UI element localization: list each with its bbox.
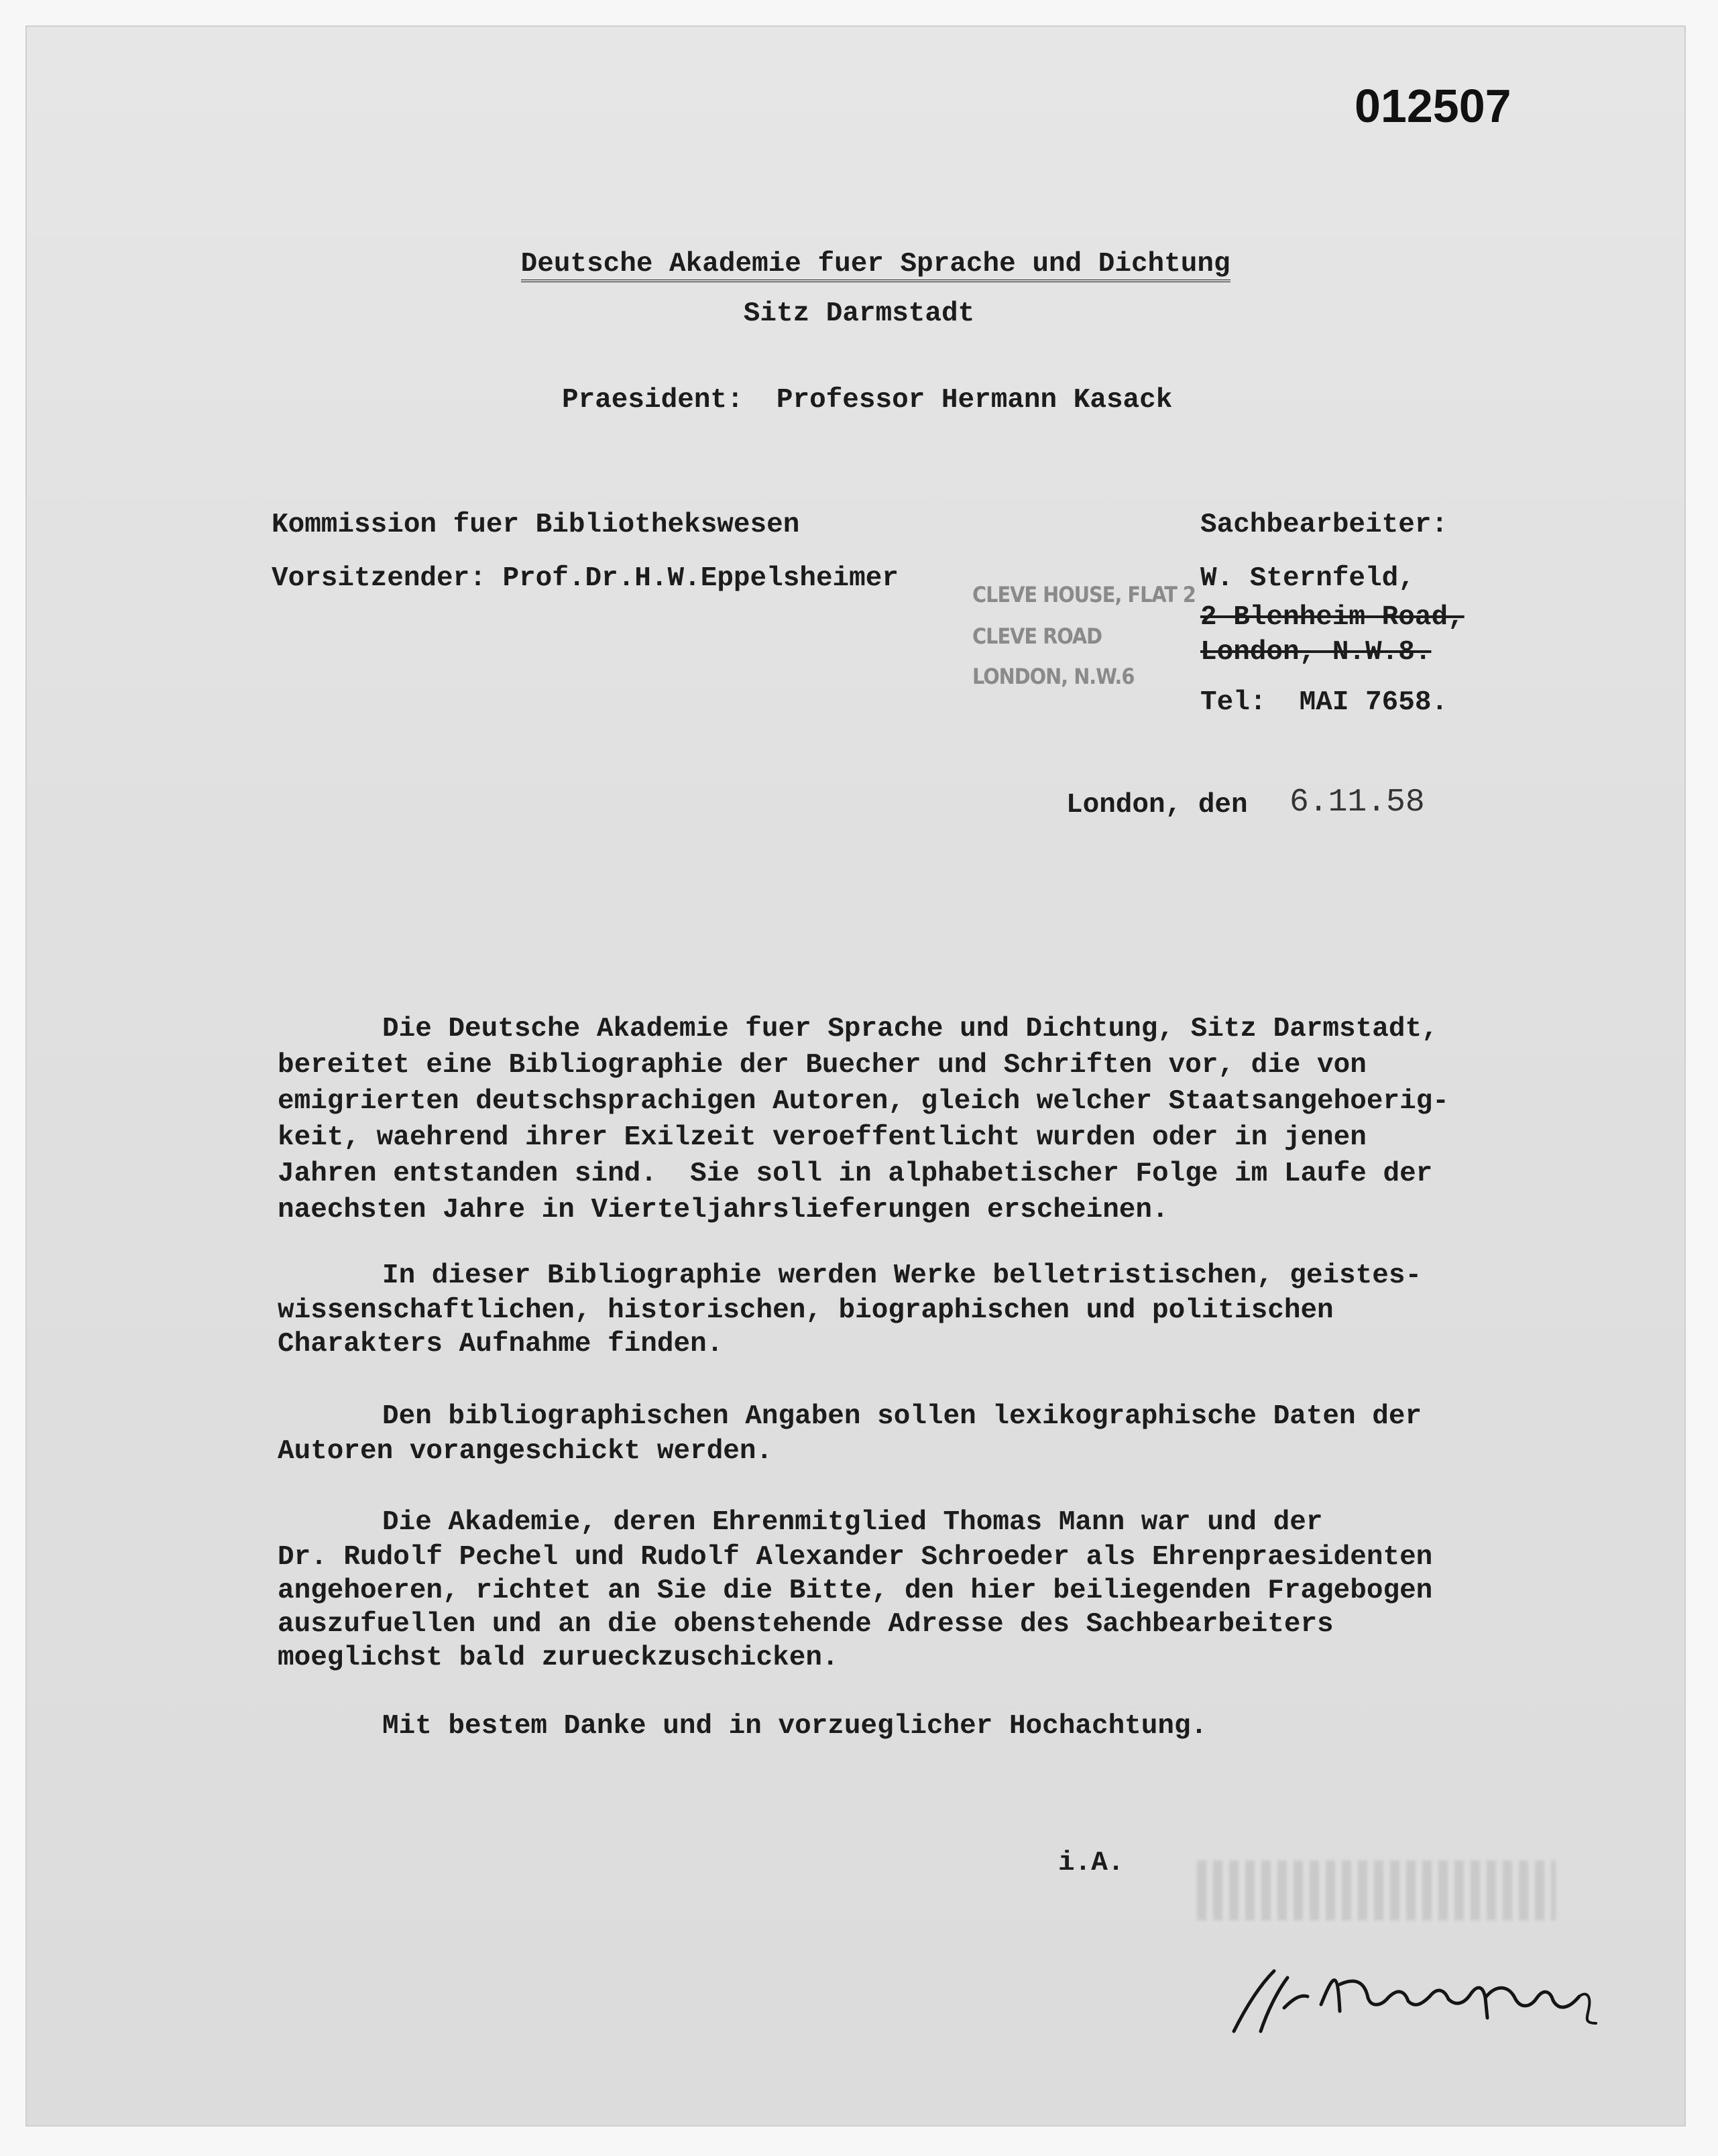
paragraph-2-line-3: Charakters Aufnahme finden. (278, 1329, 724, 1360)
letter-date: 6.11.58 (1290, 784, 1425, 821)
academy-title-wrap (0, 218, 1718, 280)
paragraph-1-line-5: Jahren entstanden sind. Sie soll in alphabetischer Folge im Laufe der (278, 1158, 1433, 1189)
handwritten-signature (1220, 1944, 1623, 2051)
paragraph-4-line-4: auszufuellen und an die obenstehende Adresse des Sachbearbeiters (278, 1609, 1334, 1640)
academy-seat: Sitz Darmstadt (743, 298, 975, 329)
paragraph-1-line-1: Die Deutsche Akademie fuer Sprache und Dichtung, Sitz Darmstadt, (382, 1014, 1438, 1044)
old-city-struck: London, N.W.8. (1200, 637, 1432, 668)
paragraph-4-line-2: Dr. Rudolf Pechel und Rudolf Alexander Schroeder als Ehrenpraesidenten (278, 1542, 1433, 1573)
faint-stamp-mark (1197, 1860, 1556, 1921)
paragraph-1-line-2: bereitet eine Bibliographie der Buecher und Schriften vor, die von (278, 1050, 1367, 1081)
commission-chair-line (272, 563, 899, 594)
chair-name: Prof.Dr.H.W.Eppelsheimer (502, 563, 899, 594)
academy-title: Deutsche Akademie fuer Sprache und Dichtung (521, 249, 1230, 282)
paragraph-4-line-5: moeglichst bald zurueckzuschicken. (278, 1642, 839, 1673)
telephone-line (1200, 687, 1448, 718)
commission-name: Kommission fuer Bibliothekswesen (272, 510, 800, 540)
paragraph-3-line-2: Autoren vorangeschickt werden. (278, 1436, 773, 1467)
president-label: Praesident: (562, 385, 744, 416)
paragraph-4-line-3: angehoeren, richtet an Sie die Bitte, den hier beiliegenden Fragebogen (278, 1575, 1433, 1606)
paragraph-2-line-1: In dieser Bibliographie werden Werke belletristischen, geistes- (382, 1260, 1422, 1291)
chair-label: Vorsitzender: (272, 563, 486, 594)
place-date-prefix: London, den (1066, 790, 1248, 821)
address-stamp-line-1: CLEVE HOUSE, FLAT 2 (972, 582, 1196, 607)
document-number: 012507 (1355, 80, 1511, 132)
address-stamp-line-2: CLEVE ROAD (972, 623, 1102, 649)
president-name: Professor Hermann Kasack (776, 385, 1173, 416)
paragraph-3-line-1: Den bibliographischen Angaben sollen lexikographische Daten der (382, 1401, 1422, 1432)
case-officer-label: Sachbearbeiter: (1200, 510, 1448, 540)
paragraph-4-line-1: Die Akademie, deren Ehrenmitglied Thomas Mann war und der (382, 1507, 1323, 1538)
closing-ia: i.A. (1058, 1848, 1125, 1878)
paragraph-1-line-6: naechsten Jahre in Vierteljahrslieferungen erscheinen. (278, 1195, 1169, 1225)
paragraph-5-line-1: Mit bestem Danke und in vorzueglicher Hochachtung. (382, 1711, 1208, 1742)
tel-label: Tel: (1200, 687, 1267, 718)
tel-number: MAI 7658. (1299, 687, 1448, 718)
old-street-struck: 2 Blenheim Road, (1200, 602, 1465, 633)
president-line (562, 385, 1172, 416)
case-officer-name: W. Sternfeld, (1200, 563, 1415, 594)
paragraph-1-line-4: keit, waehrend ihrer Exilzeit veroeffentlicht wurden oder in jenen (278, 1122, 1367, 1153)
paragraph-1-line-3: emigrierten deutschsprachigen Autoren, gleich welcher Staatsangehoerig- (278, 1086, 1449, 1117)
address-stamp-line-3: LONDON, N.W.6 (972, 664, 1135, 689)
paragraph-2-line-2: wissenschaftlichen, historischen, biographischen und politischen (278, 1295, 1334, 1326)
